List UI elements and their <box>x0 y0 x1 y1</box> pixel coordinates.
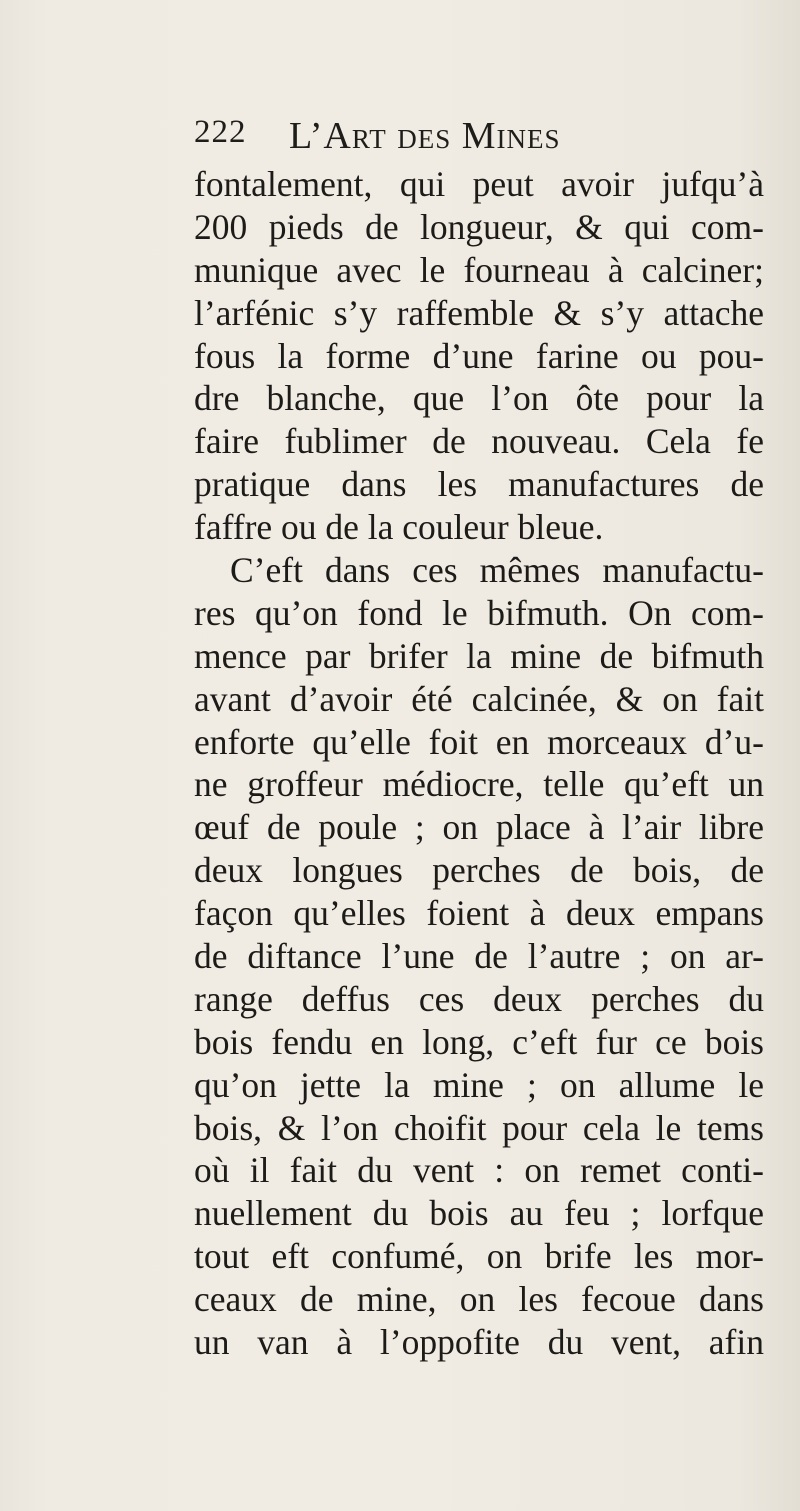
text-line: ceaux de mine, on les fecoue dans <box>194 1279 764 1320</box>
text-line: enforte qu’elle foit en morceaux d’u- <box>194 721 764 762</box>
running-head: L’Art des Mines <box>289 115 561 157</box>
text-line: res qu’on fond le bifmuth. On com- <box>194 592 764 633</box>
text-line: tout eft confumé, on brife les mor- <box>194 1236 764 1277</box>
text-line: fontalement, qui peut avoir jufqu’à <box>194 164 764 204</box>
text-line: munique avec le fourneau à calciner; <box>194 249 764 290</box>
text-line: pratique dans les manufactures de <box>194 464 764 505</box>
text-line: œuf de poule ; on place à l’air libre <box>194 807 764 848</box>
paragraph-end-line: faffre ou de la couleur bleue. <box>194 507 604 548</box>
text-line: l’arfénic s’y raffemble & s’y attache <box>194 292 764 333</box>
text-line: faire fublimer de nouveau. Cela fe <box>194 421 764 462</box>
text-line: nuellement du bois au feu ; lorfque <box>194 1193 764 1234</box>
text-line: dre blanche, que l’on ôte pour la <box>194 378 764 419</box>
text-line: qu’on jette la mine ; on allume le <box>194 1064 764 1105</box>
text-line: mence par brifer la mine de bifmuth <box>194 635 764 676</box>
text-line: façon qu’elles foient à deux empans <box>194 893 764 934</box>
body-text <box>194 163 764 1364</box>
page-number: 222 <box>194 114 247 150</box>
paragraph-start-line: C’eft dans ces mêmes manufactu- <box>230 550 764 591</box>
text-line: deux longues perches de bois, de <box>194 850 764 891</box>
text-line: où il fait du vent : on remet conti- <box>194 1150 764 1191</box>
text-line: de diftance l’une de l’autre ; on ar- <box>194 936 764 977</box>
text-line: 200 pieds de longueur, & qui com- <box>194 206 764 247</box>
text-line: un van à l’oppofite du vent, afin <box>194 1322 764 1363</box>
text-line: bois, & l’on choifit pour cela le tems <box>194 1107 764 1148</box>
text-line: bois fendu en long, c’eft fur ce bois <box>194 1021 764 1062</box>
text-line: ne groffeur médiocre, telle qu’eft un <box>194 764 764 805</box>
text-line: range deffus ces deux perches du <box>194 978 764 1019</box>
text-line: fous la forme d’une farine ou pou- <box>194 335 764 376</box>
text-line: avant d’avoir été calcinée, & on fait <box>194 678 764 719</box>
page-header <box>194 114 694 158</box>
